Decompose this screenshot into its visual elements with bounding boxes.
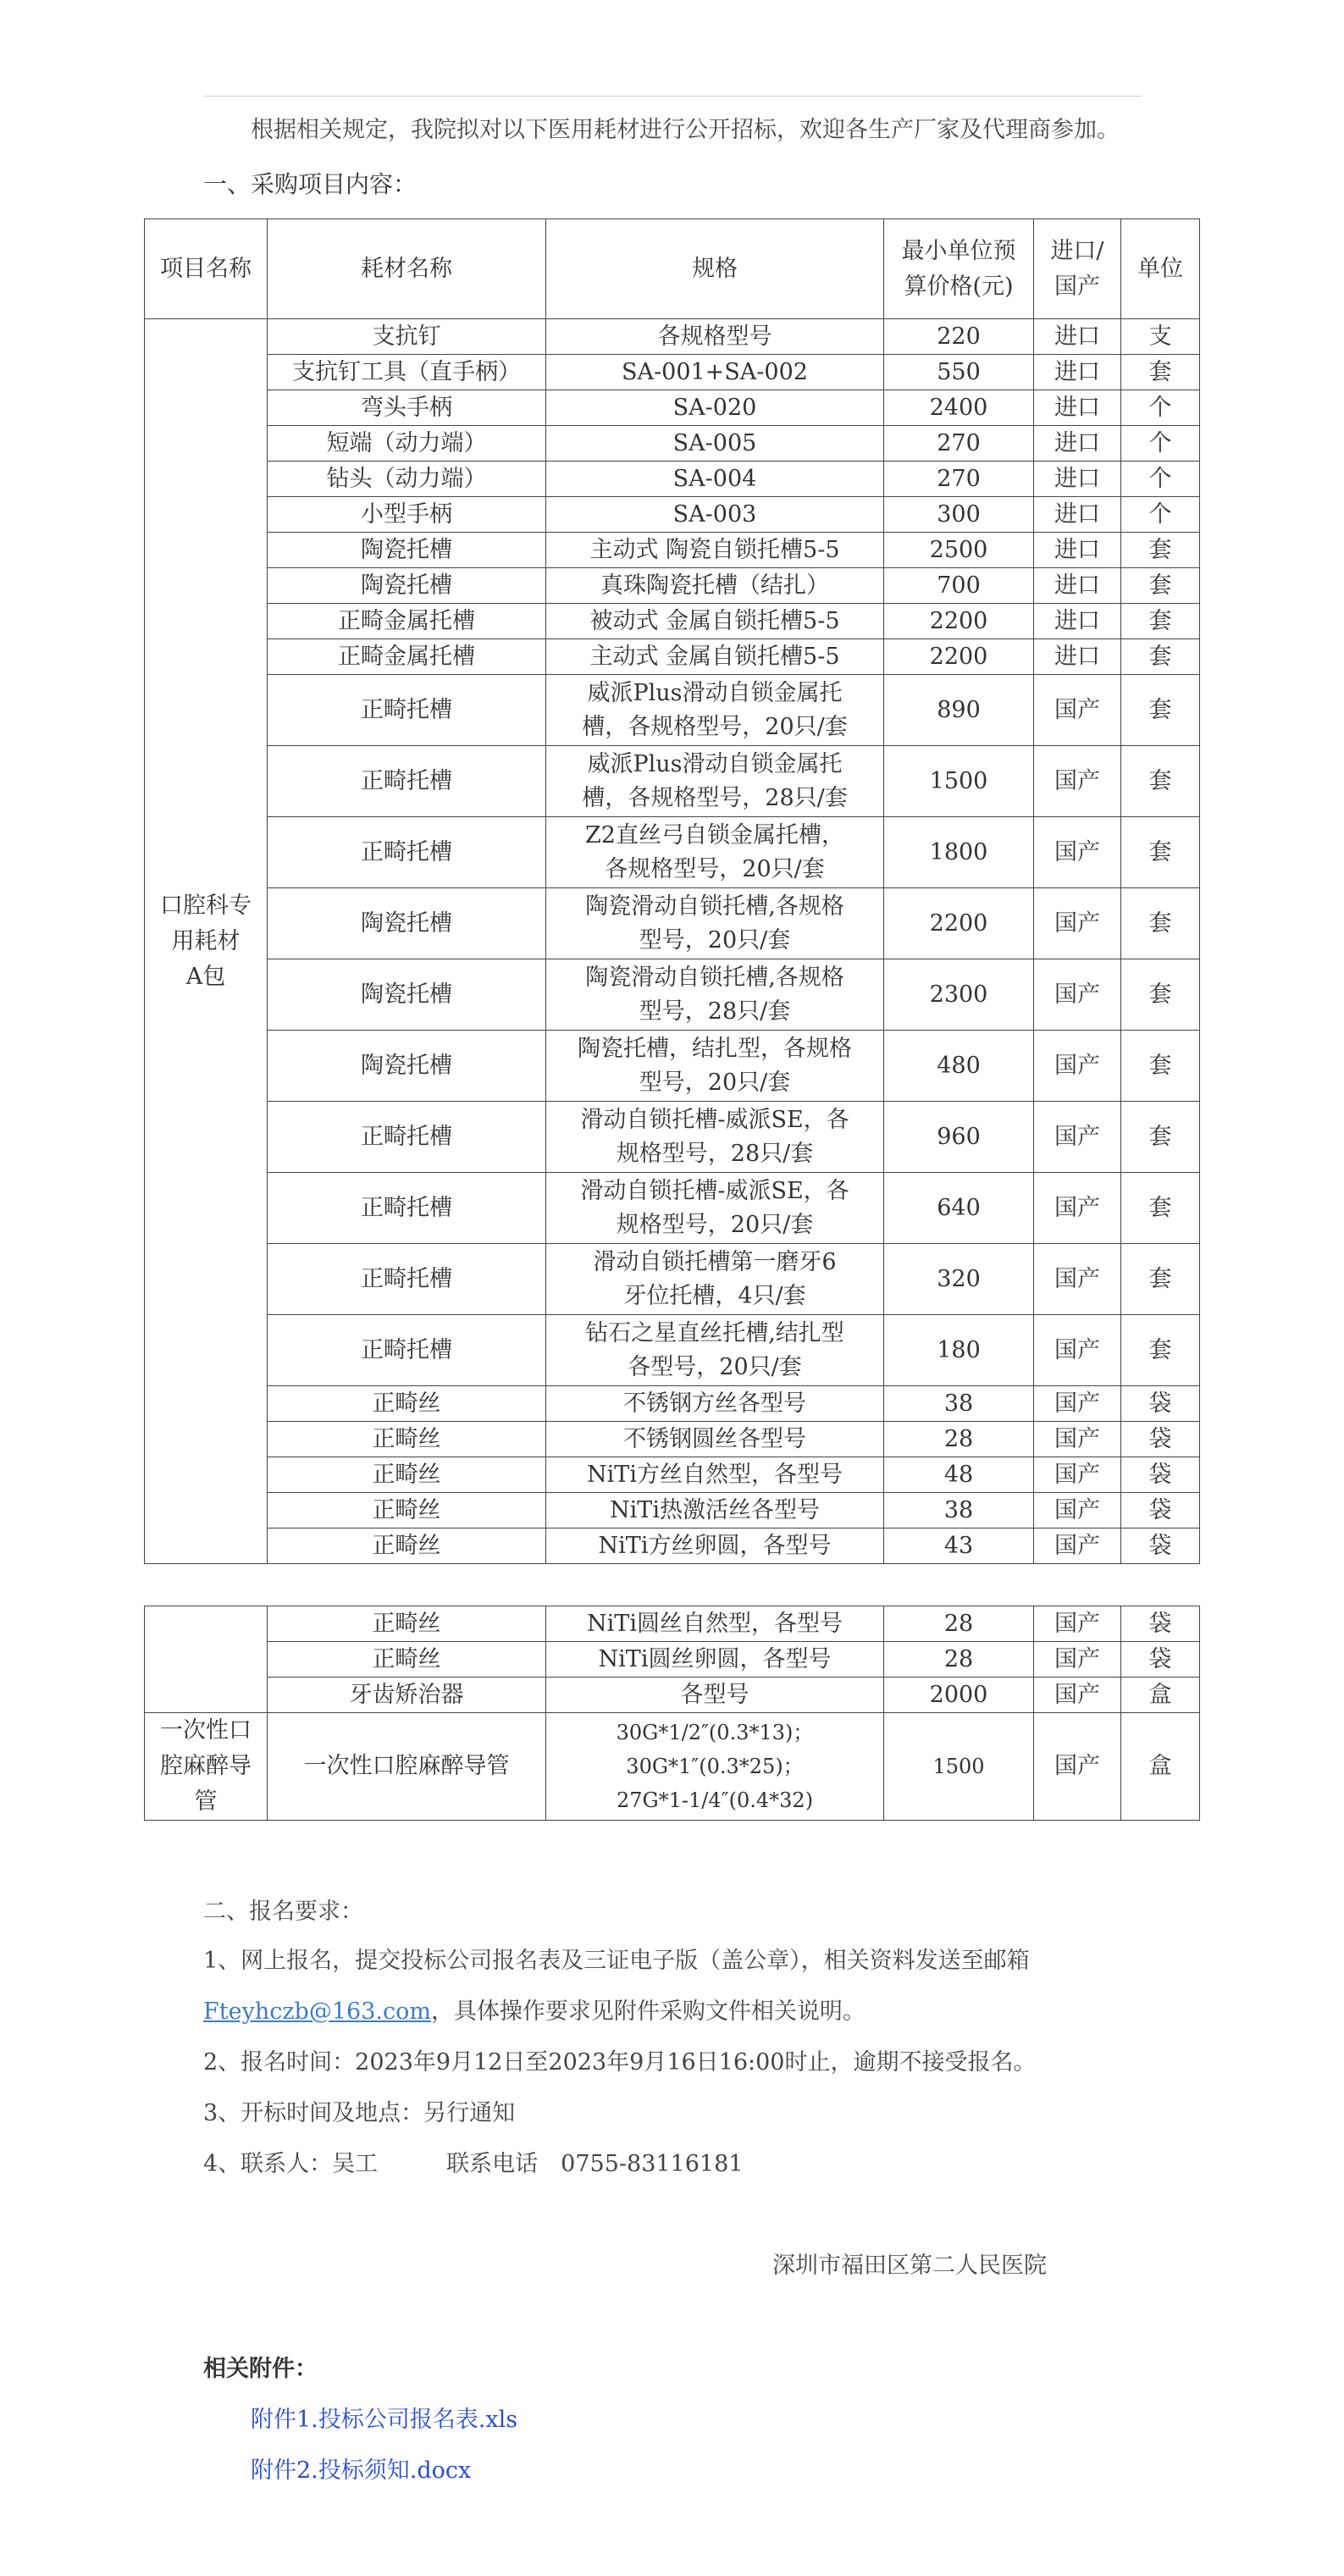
origin-cell: 国产 — [1034, 1422, 1121, 1457]
spec-line: SA-020 — [672, 394, 757, 421]
spec-cell — [546, 1606, 884, 1642]
spec-cell — [546, 1642, 884, 1678]
table-row — [145, 1642, 1200, 1678]
origin-cell: 国产 — [1034, 1606, 1121, 1642]
price-cell: 550 — [884, 355, 1034, 390]
spec-line: 型号，20只/套 — [639, 1069, 791, 1096]
unit-cell: 盒 — [1121, 1678, 1200, 1713]
unit-cell: 套 — [1121, 1031, 1200, 1102]
price-cell: 890 — [884, 675, 1034, 746]
spec-cell — [546, 1386, 884, 1422]
item-name-cell: 支抗钉 — [268, 319, 546, 355]
header-spec: 规格 — [546, 219, 884, 319]
project-name-line: 管 — [194, 1788, 218, 1815]
table-row — [145, 462, 1200, 497]
header-item: 耗材名称 — [268, 219, 546, 319]
item-name-cell: 陶瓷托槽 — [268, 533, 546, 568]
spec-cell — [546, 1315, 884, 1386]
spec-line: 牙位托槽，4只/套 — [623, 1282, 806, 1309]
item-name-cell: 正畸托槽 — [268, 746, 546, 817]
spec-line: SA-001+SA-002 — [622, 358, 808, 385]
origin-cell: 进口 — [1034, 355, 1121, 390]
spec-line: SA-005 — [672, 429, 757, 456]
item-name-cell: 正畸丝 — [268, 1642, 546, 1678]
price-cell: 220 — [884, 319, 1034, 355]
project-name-line: 一次性口 — [160, 1717, 252, 1744]
requirement-2: 2、报名时间：2023年9月12日至2023年9月16日16:00时止，逾期不接受报名。 — [203, 2049, 1037, 2076]
item-name-cell: 短端（动力端） — [268, 426, 546, 462]
spec-line: NiTi方丝自然型，各型号 — [587, 1461, 843, 1488]
origin-cell: 进口 — [1034, 426, 1121, 462]
table-row — [145, 1493, 1200, 1528]
price-cell: 38 — [884, 1386, 1034, 1422]
item-name-cell: 支抗钉工具（直手柄） — [268, 355, 546, 390]
spec-line: 规格型号，28只/套 — [616, 1140, 814, 1167]
price-cell: 2200 — [884, 888, 1034, 959]
spec-line: SA-004 — [672, 465, 757, 492]
header-price — [884, 219, 1034, 319]
price-cell: 480 — [884, 1031, 1034, 1102]
unit-cell: 个 — [1121, 426, 1200, 462]
unit-cell: 套 — [1121, 817, 1200, 888]
unit-cell: 套 — [1121, 959, 1200, 1031]
origin-cell: 进口 — [1034, 568, 1121, 604]
price-cell: 28 — [884, 1422, 1034, 1457]
spec-cell — [546, 462, 884, 497]
spec-line: 型号，28只/套 — [639, 998, 791, 1025]
table-row — [145, 1102, 1200, 1173]
header-origin-line: 国产 — [1054, 273, 1100, 300]
table-row-group-b — [145, 1713, 1200, 1821]
email-link[interactable]: Fteyhczb@163.com — [203, 1998, 431, 2025]
price-cell: 1500 — [884, 746, 1034, 817]
item-name-cell: 正畸金属托槽 — [268, 639, 546, 675]
spec-cell — [546, 426, 884, 462]
spec-line: 27G*1-1/4″(0.4*32) — [616, 1788, 814, 1812]
price-cell: 28 — [884, 1642, 1034, 1678]
price-cell: 38 — [884, 1493, 1034, 1528]
spec-line: 陶瓷滑动自锁托槽,各规格 — [585, 964, 844, 991]
spec-line: NiTi方丝卵圆，各型号 — [598, 1532, 832, 1559]
spec-line: 真珠陶瓷托槽（结扎） — [600, 572, 829, 599]
table-row — [145, 1244, 1200, 1315]
spec-cell — [546, 1102, 884, 1173]
spec-line: 各型号 — [680, 1681, 749, 1708]
unit-cell: 袋 — [1121, 1642, 1200, 1678]
spec-cell — [546, 319, 884, 355]
table-row — [145, 1031, 1200, 1102]
unit-cell: 套 — [1121, 604, 1200, 639]
spec-line: 威派Plus滑动自锁金属托 — [587, 750, 843, 777]
table-row — [145, 533, 1200, 568]
spec-line: 槽，各规格型号，20只/套 — [582, 713, 848, 740]
spec-cell — [546, 1678, 884, 1713]
origin-cell: 国产 — [1034, 675, 1121, 746]
price-cell: 700 — [884, 568, 1034, 604]
spec-line: 型号，20只/套 — [639, 926, 791, 954]
spec-cell — [546, 888, 884, 959]
unit-cell: 套 — [1121, 355, 1200, 390]
origin-cell: 进口 — [1034, 319, 1121, 355]
price-cell: 28 — [884, 1606, 1034, 1642]
unit-cell: 个 — [1121, 462, 1200, 497]
item-name-cell: 正畸丝 — [268, 1606, 546, 1642]
unit-cell: 袋 — [1121, 1493, 1200, 1528]
price-cell: 320 — [884, 1244, 1034, 1315]
unit-cell: 套 — [1121, 639, 1200, 675]
section-title-procurement: 一、采购项目内容： — [203, 170, 418, 198]
table-row — [145, 746, 1200, 817]
intro-paragraph: 根据相关规定，我院拟对以下医用耗材进行公开招标，欢迎各生产厂家及代理商参加。 — [251, 117, 1120, 143]
origin-cell: 国产 — [1034, 1457, 1121, 1493]
origin-cell: 进口 — [1034, 462, 1121, 497]
unit-cell: 袋 — [1121, 1386, 1200, 1422]
table-row — [145, 1606, 1200, 1642]
unit-cell: 套 — [1121, 1173, 1200, 1244]
table-row — [145, 1386, 1200, 1422]
unit-cell: 个 — [1121, 390, 1200, 426]
project-name-line: 用耗材 — [171, 927, 241, 954]
price-cell: 180 — [884, 1315, 1034, 1386]
price-cell: 960 — [884, 1102, 1034, 1173]
spec-line: 主动式 金属自锁托槽5-5 — [589, 643, 840, 670]
spec-cell — [546, 746, 884, 817]
origin-cell: 进口 — [1034, 639, 1121, 675]
origin-cell: 国产 — [1034, 1315, 1121, 1386]
spec-cell — [546, 817, 884, 888]
requirement-3: 3、开标时间及地点：另行通知 — [203, 2100, 516, 2126]
table-row — [145, 604, 1200, 639]
origin-cell: 国产 — [1034, 1678, 1121, 1713]
spec-cell — [546, 639, 884, 675]
spec-line: 主动式 陶瓷自锁托槽5-5 — [589, 536, 840, 563]
attachment-link-1[interactable]: 附件1.投标公司报名表.xls — [251, 2407, 518, 2433]
table-row — [145, 1315, 1200, 1386]
spec-cell — [546, 1173, 884, 1244]
table-header-row — [145, 219, 1200, 319]
header-unit: 单位 — [1121, 219, 1200, 319]
spec-cell — [546, 604, 884, 639]
price-cell: 640 — [884, 1173, 1034, 1244]
requirement-4: 4、联系人：吴工 联系电话 0755-83116181 — [203, 2151, 744, 2177]
item-name-cell: 正畸丝 — [268, 1457, 546, 1493]
spec-line: 钻石之星直丝托槽,结扎型 — [585, 1319, 844, 1346]
table-row — [145, 639, 1200, 675]
spec-line: 规格型号，20只/套 — [616, 1211, 814, 1238]
price-cell: 300 — [884, 497, 1034, 533]
spec-line: 不锈钢圆丝各型号 — [623, 1425, 806, 1452]
table-row — [145, 568, 1200, 604]
table-row — [145, 1173, 1200, 1244]
header-origin-line: 进口/ — [1050, 237, 1104, 264]
item-name-cell: 正畸托槽 — [268, 1244, 546, 1315]
price-cell: 1500 — [884, 1713, 1034, 1821]
project-name-line: A包 — [185, 963, 226, 990]
origin-cell: 国产 — [1034, 817, 1121, 888]
origin-cell: 国产 — [1034, 888, 1121, 959]
spec-line: 威派Plus滑动自锁金属托 — [587, 679, 843, 706]
spec-line: 陶瓷滑动自锁托槽,各规格 — [585, 893, 844, 920]
spec-line: 各规格型号，20只/套 — [605, 855, 825, 882]
item-name-cell: 牙齿矫治器 — [268, 1678, 546, 1713]
table-row — [145, 1422, 1200, 1457]
spec-line: 槽，各规格型号，28只/套 — [582, 784, 848, 811]
spec-line: 滑动自锁托槽-威派SE，各 — [580, 1106, 849, 1133]
table-row — [145, 355, 1200, 390]
origin-cell: 国产 — [1034, 1031, 1121, 1102]
table-row — [145, 390, 1200, 426]
table-row — [145, 319, 1200, 355]
requirement-1-cont — [203, 1993, 866, 2031]
item-name-cell: 钻头（动力端） — [268, 462, 546, 497]
spec-cell — [546, 1493, 884, 1528]
unit-cell: 盒 — [1121, 1713, 1200, 1821]
table-row — [145, 426, 1200, 462]
origin-cell: 进口 — [1034, 390, 1121, 426]
hospital-signature: 深圳市福田区第二人民医院 — [772, 2253, 1047, 2279]
procurement-table-continued — [144, 1606, 1200, 1821]
spec-line: 30G*1/2″(0.3*13)； — [616, 1721, 814, 1744]
origin-cell: 进口 — [1034, 533, 1121, 568]
spec-cell — [546, 1528, 884, 1564]
item-name-cell: 正畸丝 — [268, 1422, 546, 1457]
header-project: 项目名称 — [145, 219, 268, 319]
price-cell: 270 — [884, 462, 1034, 497]
price-cell: 2400 — [884, 390, 1034, 426]
unit-cell: 套 — [1121, 1315, 1200, 1386]
requirement-1-tail: ，具体操作要求见附件采购文件相关说明。 — [430, 1998, 866, 2025]
table-row — [145, 817, 1200, 888]
item-name-cell: 正畸托槽 — [268, 1315, 546, 1386]
spec-cell — [546, 355, 884, 390]
price-cell: 2000 — [884, 1678, 1034, 1713]
origin-cell: 国产 — [1034, 1528, 1121, 1564]
item-name-cell: 弯头手柄 — [268, 390, 546, 426]
attachments-title: 相关附件： — [203, 2356, 318, 2382]
origin-cell: 国产 — [1034, 1713, 1121, 1821]
spec-line: NiTi热激活丝各型号 — [610, 1496, 820, 1523]
origin-cell: 国产 — [1034, 1386, 1121, 1422]
unit-cell: 套 — [1121, 888, 1200, 959]
project-cell-group-b — [145, 1713, 268, 1821]
requirement-1: 1、网上报名，提交投标公司报名表及三证电子版（盖公章），相关资料发送至邮箱 — [203, 1948, 1030, 1974]
origin-cell: 国产 — [1034, 746, 1121, 817]
origin-cell: 进口 — [1034, 497, 1121, 533]
price-cell: 43 — [884, 1528, 1034, 1564]
origin-cell: 国产 — [1034, 959, 1121, 1031]
table-row — [145, 497, 1200, 533]
unit-cell: 套 — [1121, 1244, 1200, 1315]
item-name-cell: 正畸丝 — [268, 1386, 546, 1422]
item-name-cell: 正畸丝 — [268, 1528, 546, 1564]
unit-cell: 袋 — [1121, 1422, 1200, 1457]
table-row — [145, 888, 1200, 959]
spec-cell — [546, 568, 884, 604]
unit-cell: 袋 — [1121, 1457, 1200, 1493]
spec-line: 陶瓷托槽，结扎型，各规格 — [578, 1035, 852, 1062]
top-divider — [203, 96, 1142, 97]
table-row — [145, 1457, 1200, 1493]
item-name-cell: 一次性口腔麻醉导管 — [268, 1713, 546, 1821]
project-name-line: 口腔科专 — [160, 892, 252, 919]
spec-cell — [546, 390, 884, 426]
spec-cell — [546, 497, 884, 533]
table-row — [145, 675, 1200, 746]
item-name-cell: 正畸托槽 — [268, 1102, 546, 1173]
unit-cell: 套 — [1121, 533, 1200, 568]
item-name-cell: 正畸托槽 — [268, 1173, 546, 1244]
unit-cell: 个 — [1121, 497, 1200, 533]
unit-cell: 套 — [1121, 746, 1200, 817]
item-name-cell: 陶瓷托槽 — [268, 959, 546, 1031]
item-name-cell: 正畸丝 — [268, 1493, 546, 1528]
spec-cell — [546, 1031, 884, 1102]
spec-line: NiTi圆丝卵圆，各型号 — [598, 1645, 832, 1672]
unit-cell: 袋 — [1121, 1528, 1200, 1564]
unit-cell: 支 — [1121, 319, 1200, 355]
item-name-cell: 陶瓷托槽 — [268, 1031, 546, 1102]
spec-cell — [546, 1457, 884, 1493]
spec-line: SA-003 — [672, 500, 757, 528]
item-name-cell: 正畸金属托槽 — [268, 604, 546, 639]
item-name-cell: 小型手柄 — [268, 497, 546, 533]
spec-line: 各规格型号 — [657, 323, 772, 350]
origin-cell: 国产 — [1034, 1642, 1121, 1678]
project-name-line: 腔麻醉导 — [160, 1753, 252, 1779]
header-price-line: 算价格(元) — [904, 273, 1014, 300]
project-cell-group-a-cont — [145, 1606, 268, 1713]
unit-cell: 袋 — [1121, 1606, 1200, 1642]
price-cell: 2200 — [884, 639, 1034, 675]
origin-cell: 国产 — [1034, 1102, 1121, 1173]
table-row — [145, 1528, 1200, 1564]
spec-line: 不锈钢方丝各型号 — [623, 1390, 806, 1417]
unit-cell: 套 — [1121, 1102, 1200, 1173]
spec-line: 被动式 金属自锁托槽5-5 — [589, 607, 840, 634]
price-cell: 2200 — [884, 604, 1034, 639]
spec-cell — [546, 1713, 884, 1821]
spec-line: 滑动自锁托槽-威派SE，各 — [580, 1177, 849, 1204]
item-name-cell: 陶瓷托槽 — [268, 568, 546, 604]
item-name-cell: 陶瓷托槽 — [268, 888, 546, 959]
spec-line: 各型号，20只/套 — [628, 1353, 802, 1380]
spec-line: 滑动自锁托槽第一磨牙6 — [593, 1248, 837, 1275]
table-row — [145, 959, 1200, 1031]
spec-cell — [546, 1244, 884, 1315]
price-cell: 2500 — [884, 533, 1034, 568]
item-name-cell: 正畸托槽 — [268, 675, 546, 746]
project-cell-group-a — [145, 319, 268, 1564]
spec-cell — [546, 533, 884, 568]
spec-line: NiTi圆丝自然型，各型号 — [587, 1610, 843, 1637]
origin-cell: 进口 — [1034, 604, 1121, 639]
origin-cell: 国产 — [1034, 1493, 1121, 1528]
attachment-link-2[interactable]: 附件2.投标须知.docx — [251, 2457, 472, 2484]
origin-cell: 国产 — [1034, 1244, 1121, 1315]
unit-cell: 套 — [1121, 675, 1200, 746]
spec-cell — [546, 959, 884, 1031]
procurement-table — [144, 218, 1200, 1564]
table-row — [145, 1678, 1200, 1713]
price-cell: 270 — [884, 426, 1034, 462]
header-origin — [1034, 219, 1121, 319]
price-cell: 48 — [884, 1457, 1034, 1493]
header-price-line: 最小单位预 — [901, 237, 1016, 264]
spec-line: Z2直丝弓自锁金属托槽， — [585, 821, 844, 849]
origin-cell: 国产 — [1034, 1173, 1121, 1244]
spec-cell — [546, 1422, 884, 1457]
unit-cell: 套 — [1121, 568, 1200, 604]
price-cell: 2300 — [884, 959, 1034, 1031]
spec-cell — [546, 675, 884, 746]
item-name-cell: 正畸托槽 — [268, 817, 546, 888]
price-cell: 1800 — [884, 817, 1034, 888]
section-title-registration: 二、报名要求： — [203, 1899, 363, 1925]
spec-line: 30G*1″(0.3*25)； — [626, 1755, 804, 1778]
